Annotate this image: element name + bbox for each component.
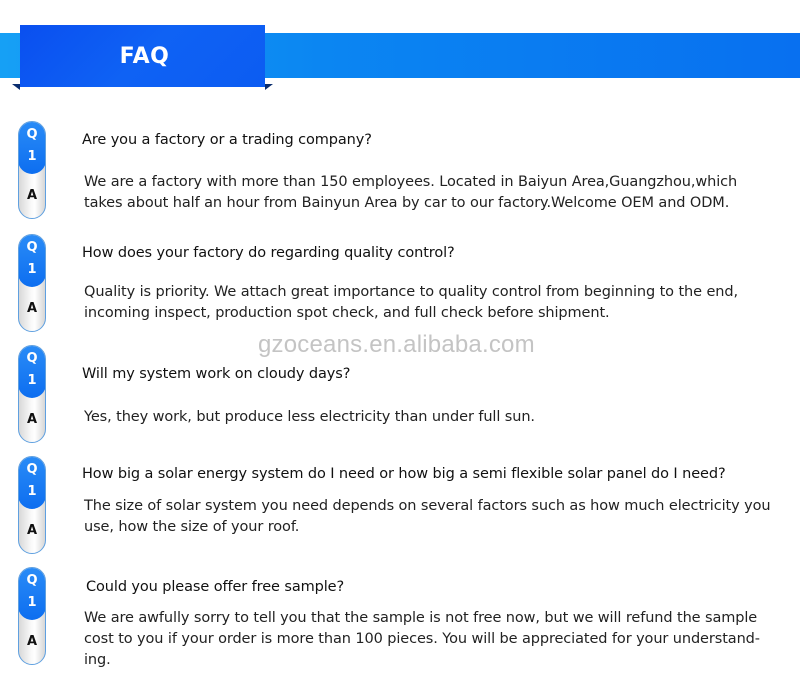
answer-line: takes about half an hour from Bainyun Area by car to our factory.Welcome OEM and ODM. bbox=[84, 195, 730, 211]
badge-question-half bbox=[18, 456, 46, 509]
badge-number: 1 bbox=[27, 484, 37, 499]
faq-answer bbox=[84, 496, 784, 538]
faq-answer bbox=[84, 407, 784, 428]
badge-question-half bbox=[18, 121, 46, 174]
answer-line: ing. bbox=[84, 652, 111, 668]
answer-line: We are a factory with more than 150 employees. Located in Baiyun Area,Guangzhou,which bbox=[84, 174, 738, 190]
answer-line: cost to you if your order is more than 100 pieces. You will be appreciated for your understand- bbox=[84, 631, 760, 647]
badge-a-label: A bbox=[26, 523, 38, 538]
badge-q-label: Q bbox=[26, 127, 38, 142]
faq-question: Could you please offer free sample? bbox=[86, 579, 345, 595]
badge-number: 1 bbox=[27, 373, 37, 388]
watermark: gzoceans.en.alibaba.com bbox=[258, 331, 535, 358]
badge-q-label: Q bbox=[26, 351, 38, 366]
answer-line: Yes, they work, but produce less electricity than under full sun. bbox=[84, 409, 535, 425]
qa-badge-icon bbox=[18, 121, 46, 219]
badge-a-label: A bbox=[26, 634, 38, 649]
badge-a-label: A bbox=[26, 188, 38, 203]
faq-answer bbox=[84, 172, 784, 214]
badge-question-half bbox=[18, 234, 46, 287]
answer-line: We are awfully sorry to tell you that the sample is not free now, but we will refund the sample bbox=[84, 610, 758, 626]
answer-line: incoming inspect, production spot check, and full check before shipment. bbox=[84, 305, 610, 321]
badge-number: 1 bbox=[27, 149, 37, 164]
page-title: FAQ bbox=[119, 43, 170, 69]
answer-line: use, how the size of your roof. bbox=[84, 519, 300, 535]
badge-question-half bbox=[18, 567, 46, 620]
faq-question: Will my system work on cloudy days? bbox=[82, 366, 351, 382]
faq-banner bbox=[20, 25, 265, 87]
qa-badge-icon bbox=[18, 456, 46, 554]
badge-q-label: Q bbox=[26, 573, 38, 588]
badge-number: 1 bbox=[27, 595, 37, 610]
badge-q-label: Q bbox=[26, 462, 38, 477]
badge-number: 1 bbox=[27, 262, 37, 277]
qa-badge-icon bbox=[18, 345, 46, 443]
qa-badge-icon bbox=[18, 234, 46, 332]
badge-a-label: A bbox=[26, 412, 38, 427]
faq-question: How big a solar energy system do I need or how big a semi flexible solar panel do I need? bbox=[82, 466, 726, 482]
faq-question: Are you a factory or a trading company? bbox=[82, 132, 372, 148]
badge-a-label: A bbox=[26, 301, 38, 316]
qa-badge-icon bbox=[18, 567, 46, 665]
faq-answer bbox=[84, 608, 784, 671]
faq-question: How does your factory do regarding quality control? bbox=[82, 245, 455, 261]
badge-question-half bbox=[18, 345, 46, 398]
faq-answer bbox=[84, 282, 784, 324]
answer-line: Quality is priority. We attach great importance to quality control from beginning to the end, bbox=[84, 284, 738, 300]
answer-line: The size of solar system you need depends on several factors such as how much electricity you bbox=[84, 498, 771, 514]
badge-q-label: Q bbox=[26, 240, 38, 255]
